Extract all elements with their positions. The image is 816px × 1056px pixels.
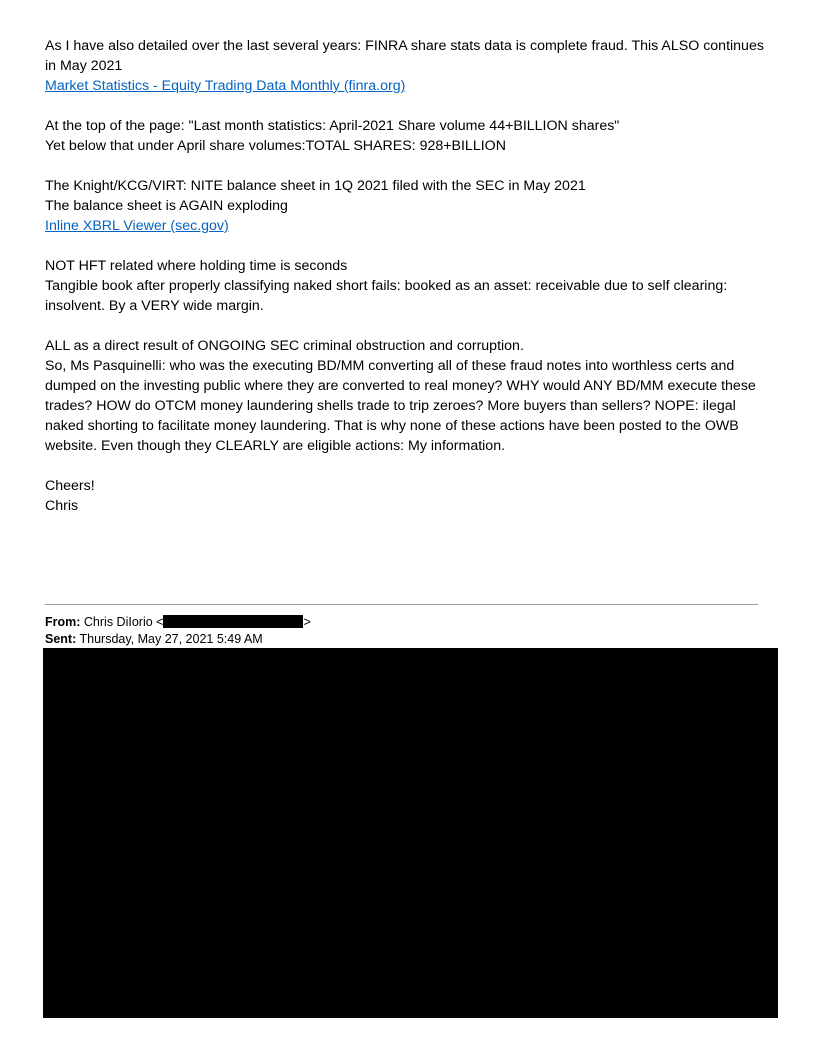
paragraph-closing bbox=[45, 476, 773, 516]
from-label: From: bbox=[45, 615, 81, 629]
sent-value: Thursday, May 27, 2021 5:49 AM bbox=[79, 632, 263, 646]
finra-text: As I have also detailed over the last several years: FINRA share stats data is complete fraud. This ALSO continues in May 2021 bbox=[45, 38, 764, 74]
finra-link[interactable]: Market Statistics - Equity Trading Data Monthly (finra.org) bbox=[45, 78, 406, 94]
sec-link[interactable]: Inline XBRL Viewer (sec.gov) bbox=[45, 218, 229, 234]
tangible-book-line-1: NOT HFT related where holding time is seconds bbox=[45, 258, 348, 274]
obstruction-line-2: So, Ms Pasquinelli: who was the executing BD/MM converting all of these fraud notes into worthless certs and dumped on the investing public where they are converted to real money? WHY would ANY BD/MM execute these trades? HOW do OTCM money laundering shells trade to trip zeroes? More buyers than sellers? NOPE: ilegal naked shorting to facilitate money laundering. That is why none of these actions have been posted to the OWB website. Even though they CLEARLY are eligible actions: My information. bbox=[45, 358, 756, 454]
signature-name: Chris bbox=[45, 498, 79, 514]
balance-sheet-line-2: The balance sheet is AGAIN exploding bbox=[45, 198, 288, 214]
redacted-email-address bbox=[163, 615, 303, 628]
paragraph-finra bbox=[45, 36, 773, 96]
sent-label: Sent: bbox=[45, 632, 77, 646]
share-volume-line-2: Yet below that under April share volumes:TOTAL SHARES: 928+BILLION bbox=[45, 138, 506, 154]
email-divider bbox=[45, 604, 758, 605]
closing-greeting: Cheers! bbox=[45, 478, 95, 494]
email-header bbox=[45, 614, 311, 648]
redaction-block bbox=[43, 648, 778, 1018]
paragraph-tangible-book bbox=[45, 256, 773, 316]
from-line bbox=[45, 614, 311, 631]
email-body bbox=[45, 36, 773, 536]
from-end: > bbox=[303, 615, 311, 629]
balance-sheet-line-1: The Knight/KCG/VIRT: NITE balance sheet in 1Q 2021 filed with the SEC in May 2021 bbox=[45, 178, 586, 194]
from-name: Chris DiIorio < bbox=[83, 615, 164, 629]
paragraph-balance-sheet bbox=[45, 176, 773, 236]
paragraph-obstruction bbox=[45, 336, 773, 456]
obstruction-line-1: ALL as a direct result of ONGOING SEC criminal obstruction and corruption. bbox=[45, 338, 524, 354]
share-volume-line-1: At the top of the page: "Last month statistics: April-2021 Share volume 44+BILLION shares" bbox=[45, 118, 620, 134]
sent-line bbox=[45, 631, 311, 648]
tangible-book-line-2: Tangible book after properly classifying naked short fails: booked as an asset: receivable due to self clearing: insolvent. By a VERY wide margin. bbox=[45, 278, 728, 314]
paragraph-share-volume bbox=[45, 116, 773, 156]
